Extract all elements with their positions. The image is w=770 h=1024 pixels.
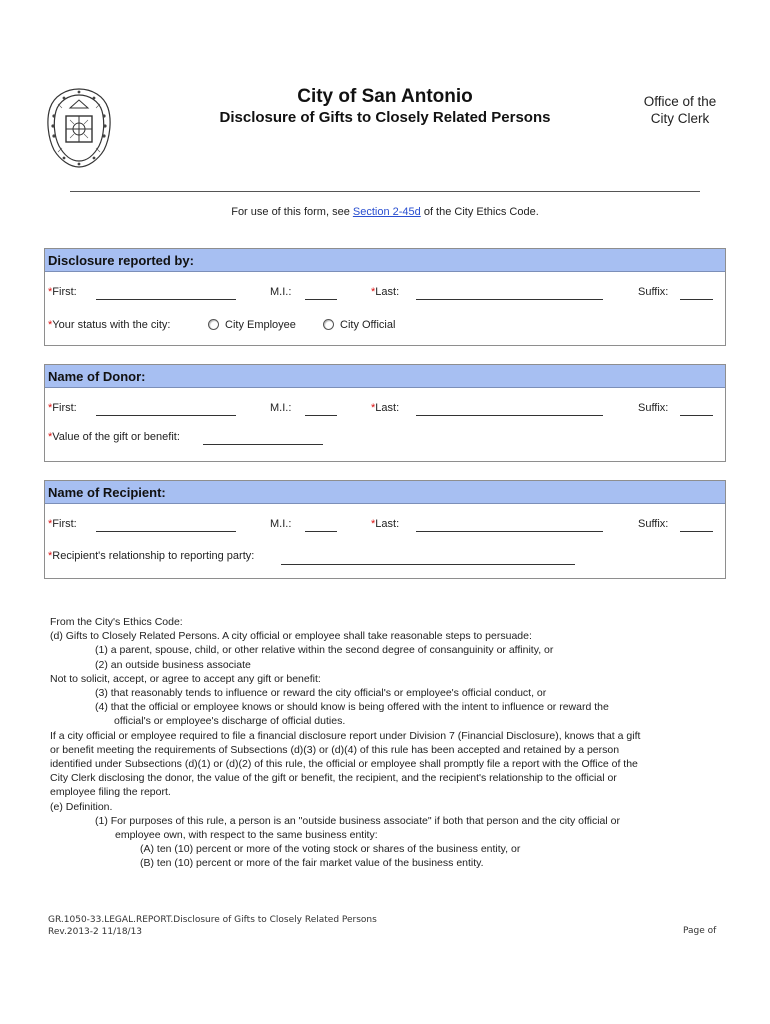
reporter-first-label: *First: (48, 286, 77, 298)
reporter-mi-label: M.I.: (270, 286, 292, 298)
donor-section (44, 364, 726, 462)
ethics-line: City Clerk disclosing the donor, the value of the gift or benefit, the recipient, and the recipient's relationship to the official or (50, 772, 617, 785)
ethics-line: (A) ten (10) percent or more of the voting stock or shares of the business entity, or (140, 843, 521, 856)
form-id: GR.1050-33.LEGAL.REPORT.Disclosure of Gifts to Closely Related Persons (48, 915, 377, 925)
form-title: Disclosure of Gifts to Closely Related Persons (219, 109, 551, 126)
city-official-radio[interactable]: City Official (323, 319, 395, 331)
revision: Rev.2013-2 11/18/13 (48, 927, 143, 937)
ethics-line: (2) an outside business associate (95, 658, 251, 671)
ethics-line: Not to solicit, accept, or agree to accept any gift or benefit: (50, 672, 321, 685)
recipient-last-input[interactable] (416, 531, 603, 532)
donor-section-header: Name of Donor: (45, 365, 725, 388)
ethics-line: (4) that the official or employee knows or should know is being offered with the intent to influence or reward the (95, 701, 609, 714)
reporter-last-input[interactable] (416, 299, 603, 300)
ethics-line: employee own, with respect to the same business entity: (115, 829, 378, 842)
ethics-line: If a city official or employee required to file a financial disclosure report under Division 7 (Financial Disclosure), knows that a gift (50, 729, 641, 742)
relationship-label: *Recipient's relationship to reporting party: (48, 550, 255, 562)
page-title: City of San Antonio (297, 86, 473, 107)
recipient-first-label: *First: (48, 518, 77, 530)
reporter-section (44, 248, 726, 346)
gift-value-input[interactable] (203, 444, 323, 445)
recipient-last-label: *Last: (371, 518, 400, 530)
office-line-1: Office of the (643, 94, 717, 109)
reporter-section-header: Disclosure reported by: (45, 249, 725, 272)
donor-suffix-input[interactable] (680, 415, 713, 416)
ethics-line: From the City's Ethics Code: (50, 616, 183, 628)
recipient-suffix-label: Suffix: (638, 518, 669, 530)
donor-last-label: *Last: (371, 402, 400, 414)
ethics-line: (B) ten (10) percent or more of the fair market value of the business entity. (140, 857, 484, 870)
ethics-line: or benefit meeting the requirements of Subsections (d)(3) or (d)(4) of this rule has been accepted and retained by a person (50, 743, 620, 756)
recipient-section-header: Name of Recipient: (45, 481, 725, 504)
gift-value-label: *Value of the gift or benefit: (48, 431, 180, 443)
ethics-code-text (50, 615, 730, 871)
ethics-line: (e) Definition. (50, 800, 113, 813)
reporter-mi-input[interactable] (305, 299, 337, 300)
page-number: Page of (683, 926, 717, 936)
header-divider (70, 191, 700, 192)
office-label (620, 93, 740, 127)
reporter-first-input[interactable] (96, 299, 236, 300)
ethics-line: identified under Subsections (d)(1) or (d)(2) of this rule, the official or employee shall promptly file a report with the Office of the (50, 758, 638, 771)
instructions-text: For use of this form, see Section 2-45d of the City Ethics Code. (231, 206, 539, 218)
reporter-suffix-label: Suffix: (638, 286, 669, 298)
ethics-line: (1) For purposes of this rule, a person is an "outside business associate" if both that person and the city official or (95, 814, 620, 827)
recipient-first-input[interactable] (96, 531, 236, 532)
donor-suffix-label: Suffix: (638, 402, 669, 414)
office-line-2: City Clerk (650, 111, 710, 126)
donor-first-input[interactable] (96, 415, 236, 416)
reporter-last-label: *Last: (371, 286, 400, 298)
recipient-mi-input[interactable] (305, 531, 337, 532)
ethics-line: (d) Gifts to Closely Related Persons. A city official or employee shall take reasonable steps to persuade: (50, 630, 532, 643)
ethics-line: employee filing the report. (50, 786, 171, 799)
ethics-line: (3) that reasonably tends to influence or reward the city official's or employee's official conduct, or (95, 687, 547, 700)
footer (48, 914, 377, 938)
relationship-input[interactable] (281, 564, 575, 565)
ethics-line: (1) a parent, spouse, child, or other relative within the second degree of consanguinity or affinity, or (95, 644, 554, 657)
status-label: *Your status with the city: (48, 319, 171, 331)
donor-mi-input[interactable] (305, 415, 337, 416)
section-link[interactable]: Section 2-45d (352, 206, 421, 218)
recipient-mi-label: M.I.: (270, 518, 292, 530)
ethics-line: official's or employee's discharge of official duties. (114, 715, 346, 728)
donor-last-input[interactable] (416, 415, 603, 416)
donor-mi-label: M.I.: (270, 402, 292, 414)
radio-circle-icon[interactable] (323, 319, 334, 330)
city-employee-radio[interactable]: City Employee (208, 319, 296, 331)
radio-circle-icon[interactable] (208, 319, 219, 330)
recipient-section (44, 480, 726, 579)
reporter-suffix-input[interactable] (680, 299, 713, 300)
donor-first-label: *First: (48, 402, 77, 414)
recipient-suffix-input[interactable] (680, 531, 713, 532)
